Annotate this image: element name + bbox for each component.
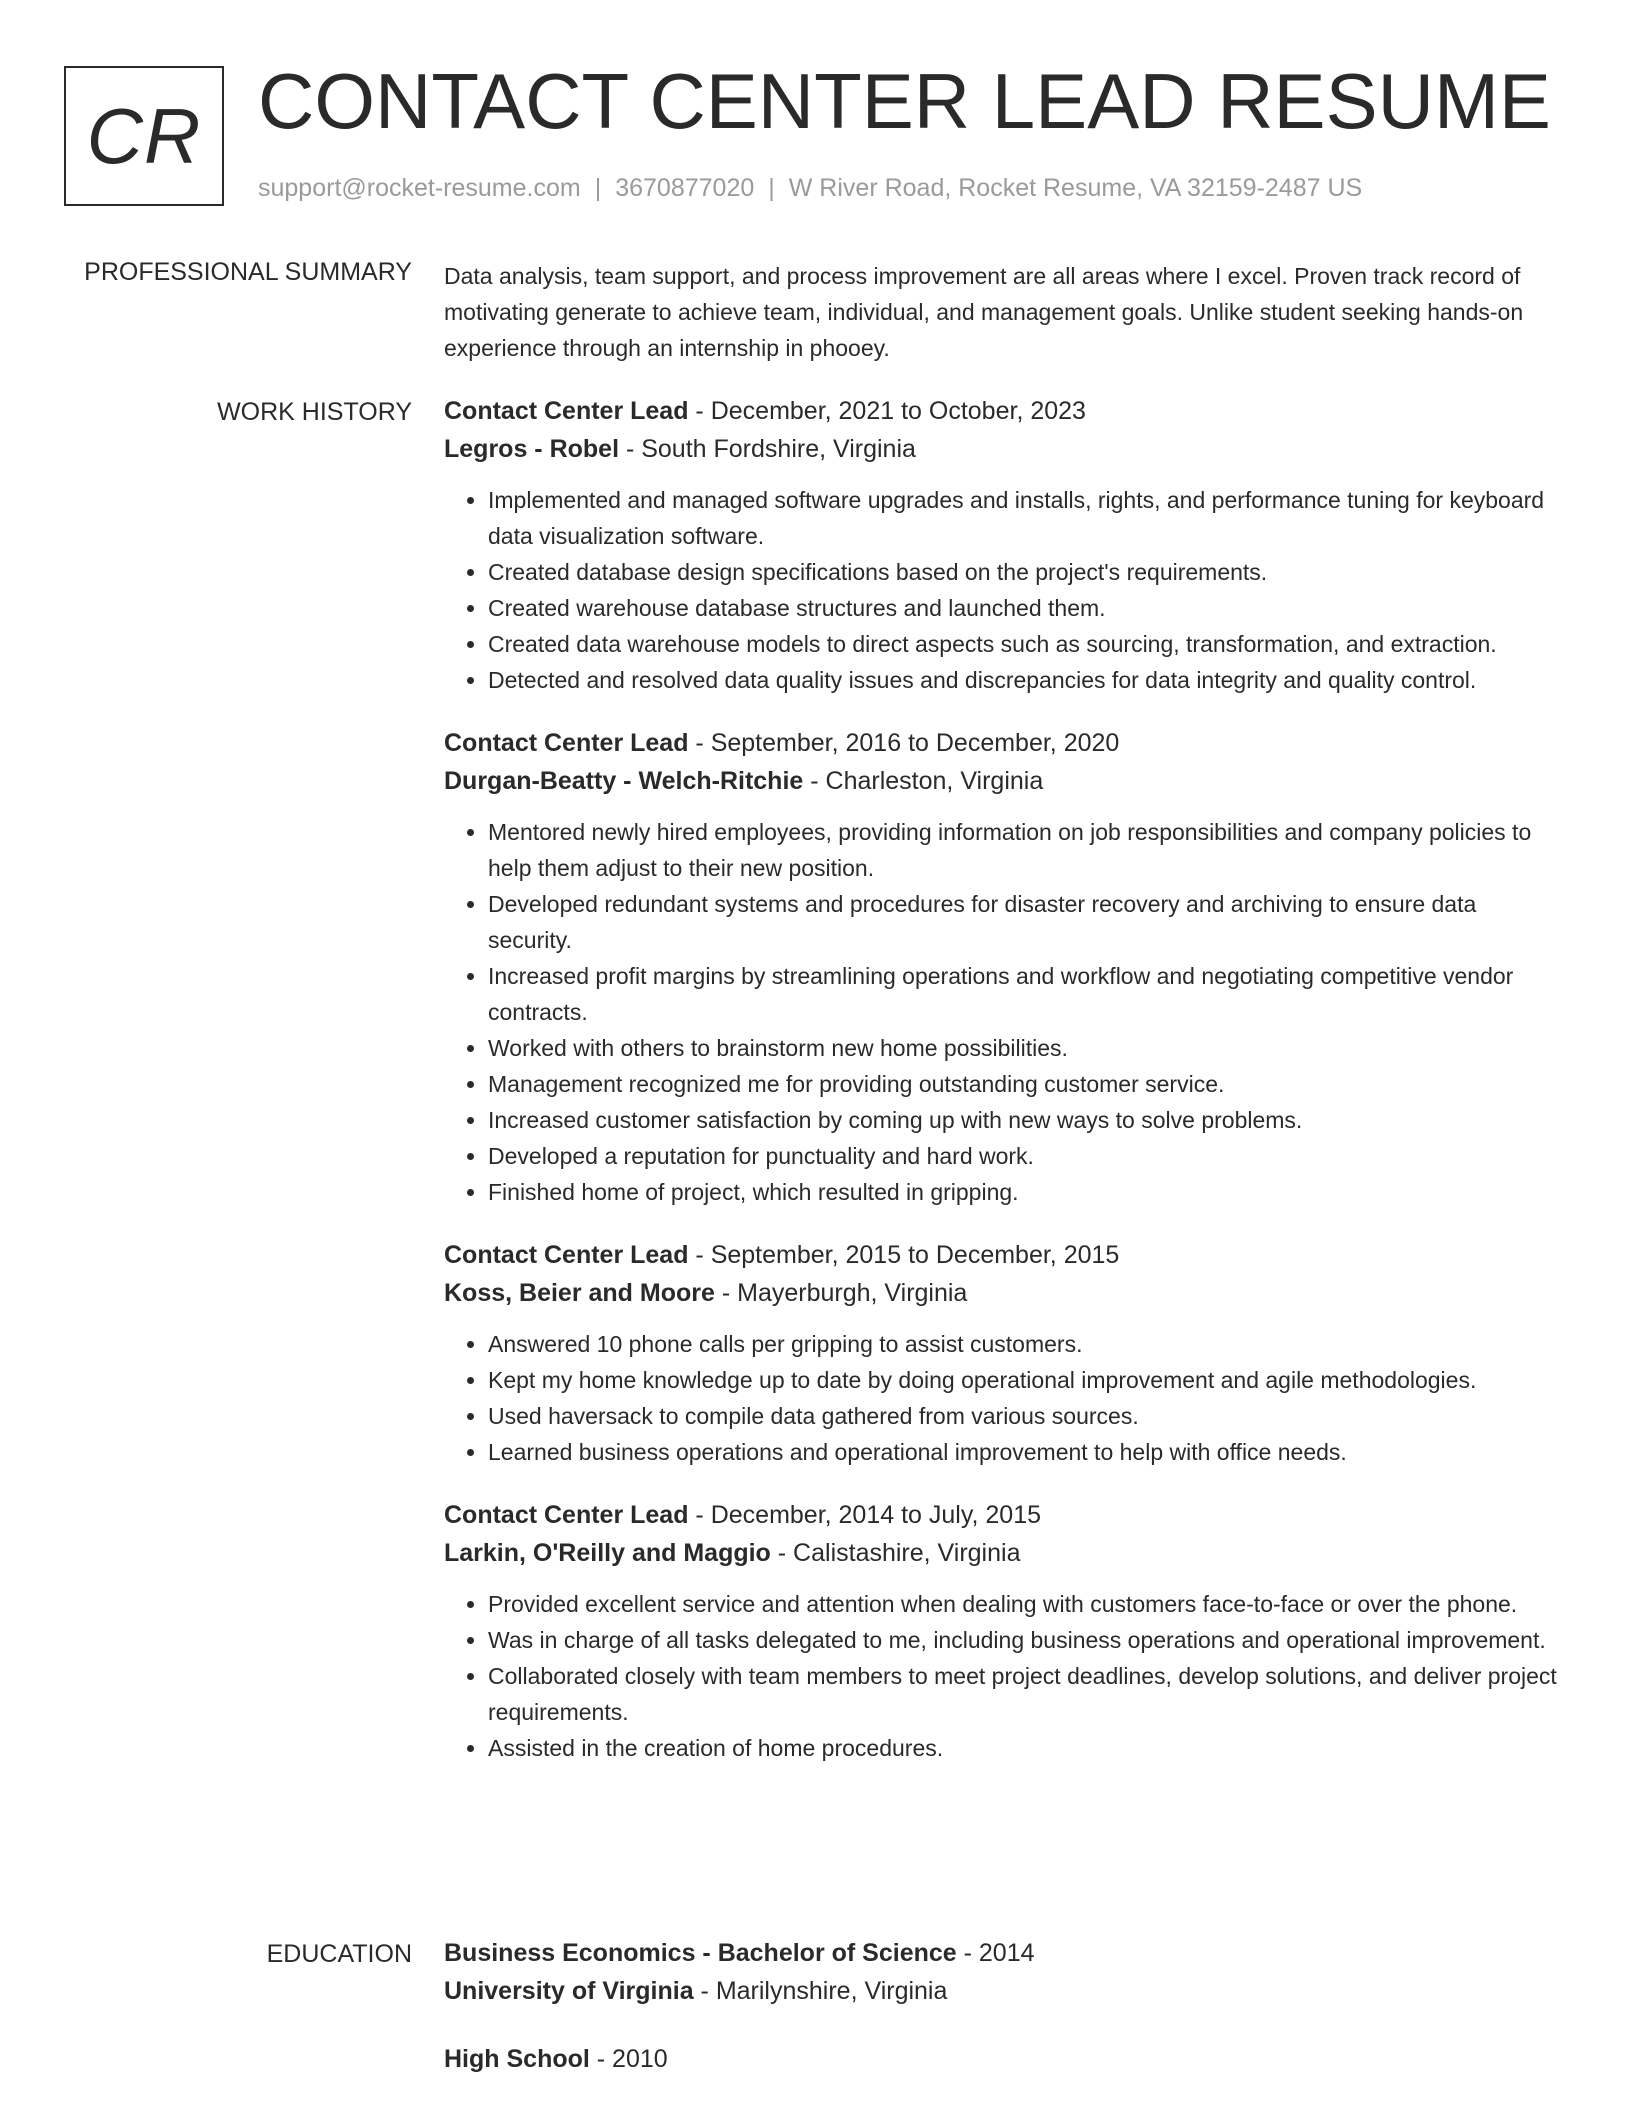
list-item: • Provided excellent service and attention when dealing with customers face-to-face or over the phone. bbox=[488, 1586, 1564, 1622]
job-entry bbox=[444, 1236, 1564, 1470]
job-title-line bbox=[444, 724, 1564, 762]
job-company-line bbox=[444, 1274, 1564, 1312]
job-location: - Mayerburgh, Virginia bbox=[714, 1279, 968, 1307]
job-bullets bbox=[444, 814, 1564, 1210]
education-degree-line bbox=[444, 1934, 1564, 1972]
job-title: Contact Center Lead bbox=[444, 1241, 689, 1269]
section-label-work-history: WORK HISTORY bbox=[217, 398, 412, 426]
job-title-line bbox=[444, 1236, 1564, 1274]
job-entry bbox=[444, 1496, 1564, 1766]
contact-phone[interactable]: 3670877020 bbox=[615, 174, 755, 202]
job-title: Contact Center Lead bbox=[444, 397, 689, 425]
contact-line bbox=[258, 174, 1362, 203]
job-location: - Charleston, Virginia bbox=[803, 767, 1044, 795]
job-bullets bbox=[444, 1326, 1564, 1470]
list-item: • Management recognized me for providing outstanding customer service. bbox=[488, 1066, 1564, 1102]
education-year: - 2014 bbox=[956, 1939, 1035, 1967]
list-item: • Developed redundant systems and procedures for disaster recovery and archiving to ensure data security. bbox=[488, 886, 1564, 958]
page-title: CONTACT CENTER LEAD RESUME bbox=[258, 57, 1551, 145]
job-title-line bbox=[444, 1496, 1564, 1534]
education-degree-line bbox=[444, 2040, 1564, 2078]
list-item: • Mentored newly hired employees, providing information on job responsibilities and company policies to help them adjust to their new position. bbox=[488, 814, 1564, 886]
education-school: University of Virginia bbox=[444, 1977, 694, 2005]
education-degree: Business Economics - Bachelor of Science bbox=[444, 1939, 957, 1967]
job-bullets bbox=[444, 1586, 1564, 1766]
contact-address: W River Road, Rocket Resume, VA 32159-2487 US bbox=[788, 174, 1363, 202]
job-company-line bbox=[444, 762, 1564, 800]
education-entry bbox=[444, 1934, 1564, 2010]
job-dates: - September, 2016 to December, 2020 bbox=[688, 729, 1120, 757]
list-item: • Assisted in the creation of home procedures. bbox=[488, 1730, 1564, 1766]
list-item: • Used haversack to compile data gathered from various sources. bbox=[488, 1398, 1564, 1434]
job-dates: - September, 2015 to December, 2015 bbox=[688, 1241, 1120, 1269]
contact-email[interactable]: support@rocket-resume.com bbox=[258, 174, 581, 202]
contact-separator: | bbox=[594, 174, 602, 202]
list-item: • Was in charge of all tasks delegated to me, including business operations and operational improvement. bbox=[488, 1622, 1564, 1658]
summary-text: Data analysis, team support, and process improvement are all areas where I excel. Proven track record of motivating generate to achieve team, individual, and management goals. Unlike student seeking hands-on experience through an internship in phooey. bbox=[444, 263, 1524, 361]
list-item: • Increased profit margins by streamlining operations and workflow and negotiating competitive vendor contracts. bbox=[488, 958, 1564, 1030]
education-entry bbox=[444, 2040, 1564, 2078]
job-company: Larkin, O'Reilly and Maggio bbox=[444, 1539, 771, 1567]
job-company-line bbox=[444, 430, 1564, 468]
job-dates: - December, 2014 to July, 2015 bbox=[688, 1501, 1041, 1529]
job-entry bbox=[444, 392, 1564, 698]
job-title-line bbox=[444, 392, 1564, 430]
list-item: • Developed a reputation for punctuality and hard work. bbox=[488, 1138, 1564, 1174]
job-title: Contact Center Lead bbox=[444, 729, 689, 757]
section-label-education: EDUCATION bbox=[266, 1940, 412, 1968]
job-company: Durgan-Beatty - Welch-Ritchie bbox=[444, 767, 804, 795]
section-label-summary: PROFESSIONAL SUMMARY bbox=[84, 258, 412, 286]
job-entry bbox=[444, 724, 1564, 1210]
list-item: • Created warehouse database structures and launched them. bbox=[488, 590, 1564, 626]
education-year: - 2010 bbox=[589, 2045, 668, 2073]
list-item: • Detected and resolved data quality issues and discrepancies for data integrity and quality control. bbox=[488, 662, 1564, 698]
list-item: • Collaborated closely with team members to meet project deadlines, develop solutions, and deliver project requirements. bbox=[488, 1658, 1564, 1730]
list-item: • Implemented and managed software upgrades and installs, rights, and performance tuning for keyboard data visualization software. bbox=[488, 482, 1564, 554]
list-item: • Increased customer satisfaction by coming up with new ways to solve problems. bbox=[488, 1102, 1564, 1138]
job-company: Legros - Robel bbox=[444, 435, 620, 463]
list-item: • Learned business operations and operational improvement to help with office needs. bbox=[488, 1434, 1564, 1470]
list-item: • Kept my home knowledge up to date by doing operational improvement and agile methodologies. bbox=[488, 1362, 1564, 1398]
job-location: - South Fordshire, Virginia bbox=[619, 435, 916, 463]
education-degree: High School bbox=[444, 2045, 590, 2073]
job-location: - Calistashire, Virginia bbox=[770, 1539, 1021, 1567]
job-title: Contact Center Lead bbox=[444, 1501, 689, 1529]
list-item: • Worked with others to brainstorm new home possibilities. bbox=[488, 1030, 1564, 1066]
job-dates: - December, 2021 to October, 2023 bbox=[688, 397, 1086, 425]
job-company: Koss, Beier and Moore bbox=[444, 1279, 715, 1307]
list-item: • Finished home of project, which resulted in gripping. bbox=[488, 1174, 1564, 1210]
list-item: • Answered 10 phone calls per gripping to assist customers. bbox=[488, 1326, 1564, 1362]
list-item: • Created database design specifications based on the project's requirements. bbox=[488, 554, 1564, 590]
education-location: - Marilynshire, Virginia bbox=[693, 1977, 948, 2005]
monogram: CR bbox=[64, 66, 224, 206]
education-school-line bbox=[444, 1972, 1564, 2010]
job-company-line bbox=[444, 1534, 1564, 1572]
list-item: • Created data warehouse models to direct aspects such as sourcing, transformation, and extraction. bbox=[488, 626, 1564, 662]
job-bullets bbox=[444, 482, 1564, 698]
contact-separator: | bbox=[768, 174, 775, 202]
